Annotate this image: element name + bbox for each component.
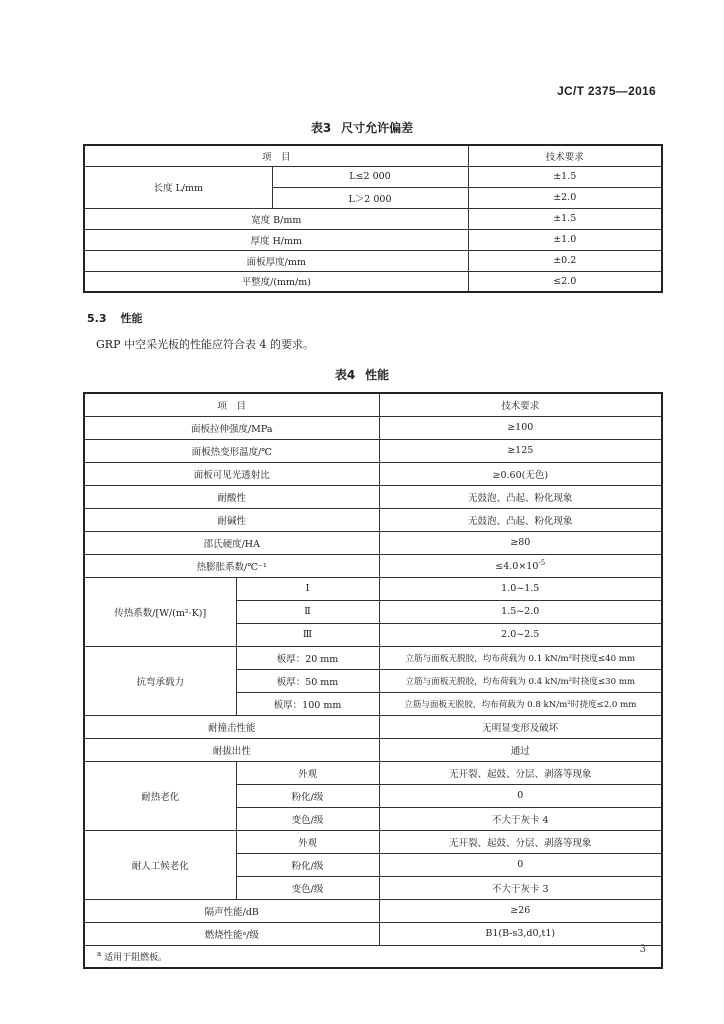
table3-title: 尺寸允许偏差	[341, 121, 414, 135]
table-note	[84, 945, 662, 968]
row-value: 不大于灰卡 4	[379, 807, 662, 830]
row-item: 面板厚度/mm	[84, 250, 468, 271]
row-value: ≥0.60(无色)	[379, 462, 662, 485]
table-row	[84, 208, 662, 229]
table-row	[84, 250, 662, 271]
sub-item: 外观	[236, 761, 379, 784]
body-paragraph: GRP 中空采光板的性能应符合表 4 的要求。	[96, 338, 314, 351]
note-mark: a	[97, 949, 102, 958]
table-row	[84, 166, 662, 187]
row-value: 1.5~2.0	[379, 600, 662, 623]
table-row	[84, 416, 662, 439]
row-value: 立筋与面板无脱胶，均布荷载为 0.4 kN/m²时挠度≤30 mm	[379, 669, 662, 692]
length-value: ±1.5	[468, 166, 662, 187]
table4-caption	[0, 366, 724, 383]
row-value: 立筋与面板无脱胶，均布荷载为 0.1 kN/m²时挠度≤40 mm	[379, 646, 662, 669]
table-row	[84, 462, 662, 485]
section-number: 5.3	[87, 312, 107, 325]
row-value: 立筋与面板无脱胶，均布荷载为 0.8 kN/m²时挠度≤2.0 mm	[379, 692, 662, 715]
table-row	[84, 830, 662, 853]
thickness-cell: 板厚：20 mm	[236, 646, 379, 669]
row-item: 厚度 H/mm	[84, 229, 468, 250]
performance-table	[83, 392, 663, 969]
row-item: 隔声性能/dB	[84, 899, 379, 922]
sub-item: 粉化/级	[236, 853, 379, 876]
row-value: 无明显变形及破坏	[379, 715, 662, 738]
row-value: 通过	[379, 738, 662, 761]
length-value: ±2.0	[468, 187, 662, 208]
row-item: 燃烧性能ᵃ/级	[84, 922, 379, 945]
row-value: ±1.0	[468, 229, 662, 250]
thickness-cell: 板厚：100 mm	[236, 692, 379, 715]
table3-caption	[0, 119, 724, 136]
table-row	[84, 715, 662, 738]
table-row	[84, 899, 662, 922]
table-row	[84, 229, 662, 250]
sub-item: 变色/级	[236, 876, 379, 899]
row-value: 无鼓泡、凸起、粉化现象	[379, 508, 662, 531]
row-value: 1.0~1.5	[379, 577, 662, 600]
row-value: ≥26	[379, 899, 662, 922]
table-header-row	[84, 145, 662, 166]
grade-cell: Ⅰ	[236, 577, 379, 600]
table-row	[84, 554, 662, 577]
sub-item: 外观	[236, 830, 379, 853]
row-item: 宽度 B/mm	[84, 208, 468, 229]
row-item: 热膨胀系数/℃⁻¹	[84, 554, 379, 577]
section-heading	[87, 310, 143, 326]
row-value: ≥80	[379, 531, 662, 554]
note-text: 适用于阻燃板。	[104, 952, 168, 963]
length-condition: L＞2 000	[272, 187, 468, 208]
row-item: 面板热变形温度/℃	[84, 439, 379, 462]
standard-code: JC/T 2375—2016	[557, 84, 656, 98]
dimension-tolerance-table	[83, 144, 663, 293]
table-row	[84, 922, 662, 945]
table-row	[84, 439, 662, 462]
row-value: B1(B-s3,d0,t1)	[379, 922, 662, 945]
table3-number: 表3	[310, 121, 332, 135]
table-row	[84, 271, 662, 292]
header-item: 项 目	[84, 393, 379, 416]
sub-item: 粉化/级	[236, 784, 379, 807]
row-value: ±0.2	[468, 250, 662, 271]
row-value: 无开裂、起鼓、分层、剥落等现象	[379, 761, 662, 784]
section-title: 性能	[120, 312, 143, 325]
row-item: 平整度/(mm/m)	[84, 271, 468, 292]
table4-title: 性能	[365, 368, 390, 382]
table-row	[84, 508, 662, 531]
length-condition: L≤2 000	[272, 166, 468, 187]
table-row	[84, 761, 662, 784]
row-value: 不大于灰卡 3	[379, 876, 662, 899]
sub-item: 变色/级	[236, 807, 379, 830]
table-row	[84, 738, 662, 761]
row-value: 无开裂、起鼓、分层、剥落等现象	[379, 830, 662, 853]
row-value: ≥125	[379, 439, 662, 462]
table-note-row	[84, 945, 662, 968]
heat-aging-label: 耐热老化	[84, 761, 236, 830]
row-item: 面板可见光透射比	[84, 462, 379, 485]
row-value: ±1.5	[468, 208, 662, 229]
row-item: 耐酸性	[84, 485, 379, 508]
row-value: ≤2.0	[468, 271, 662, 292]
header-requirement: 技术要求	[379, 393, 662, 416]
thickness-cell: 板厚：50 mm	[236, 669, 379, 692]
table-row	[84, 646, 662, 669]
row-item: 耐撞击性能	[84, 715, 379, 738]
page-number: 3	[639, 944, 646, 955]
header-item: 项 目	[84, 145, 468, 166]
table4-number: 表4	[334, 368, 356, 382]
bending-label: 抗弯承载力	[84, 646, 236, 715]
table-row	[84, 531, 662, 554]
weather-aging-label: 耐人工候老化	[84, 830, 236, 899]
row-value: 无鼓泡、凸起、粉化现象	[379, 485, 662, 508]
thermal-expansion-value: ≤4.0×10	[495, 561, 539, 573]
row-item: 耐碱性	[84, 508, 379, 531]
row-value: ≥100	[379, 416, 662, 439]
header-requirement: 技术要求	[468, 145, 662, 166]
row-value	[379, 554, 662, 577]
heat-transfer-label: 传热系数/[W/(m²·K)]	[84, 577, 236, 646]
table-row	[84, 485, 662, 508]
row-value: 0	[379, 853, 662, 876]
row-item: 耐拔出性	[84, 738, 379, 761]
thermal-expansion-exponent: -5	[538, 558, 546, 567]
length-label: 长度 L/mm	[84, 166, 272, 208]
row-value: 0	[379, 784, 662, 807]
table-row	[84, 577, 662, 600]
table-header-row	[84, 393, 662, 416]
grade-cell: Ⅲ	[236, 623, 379, 646]
row-item: 邵氏硬度/HA	[84, 531, 379, 554]
row-item: 面板拉伸强度/MPa	[84, 416, 379, 439]
grade-cell: Ⅱ	[236, 600, 379, 623]
row-value: 2.0~2.5	[379, 623, 662, 646]
